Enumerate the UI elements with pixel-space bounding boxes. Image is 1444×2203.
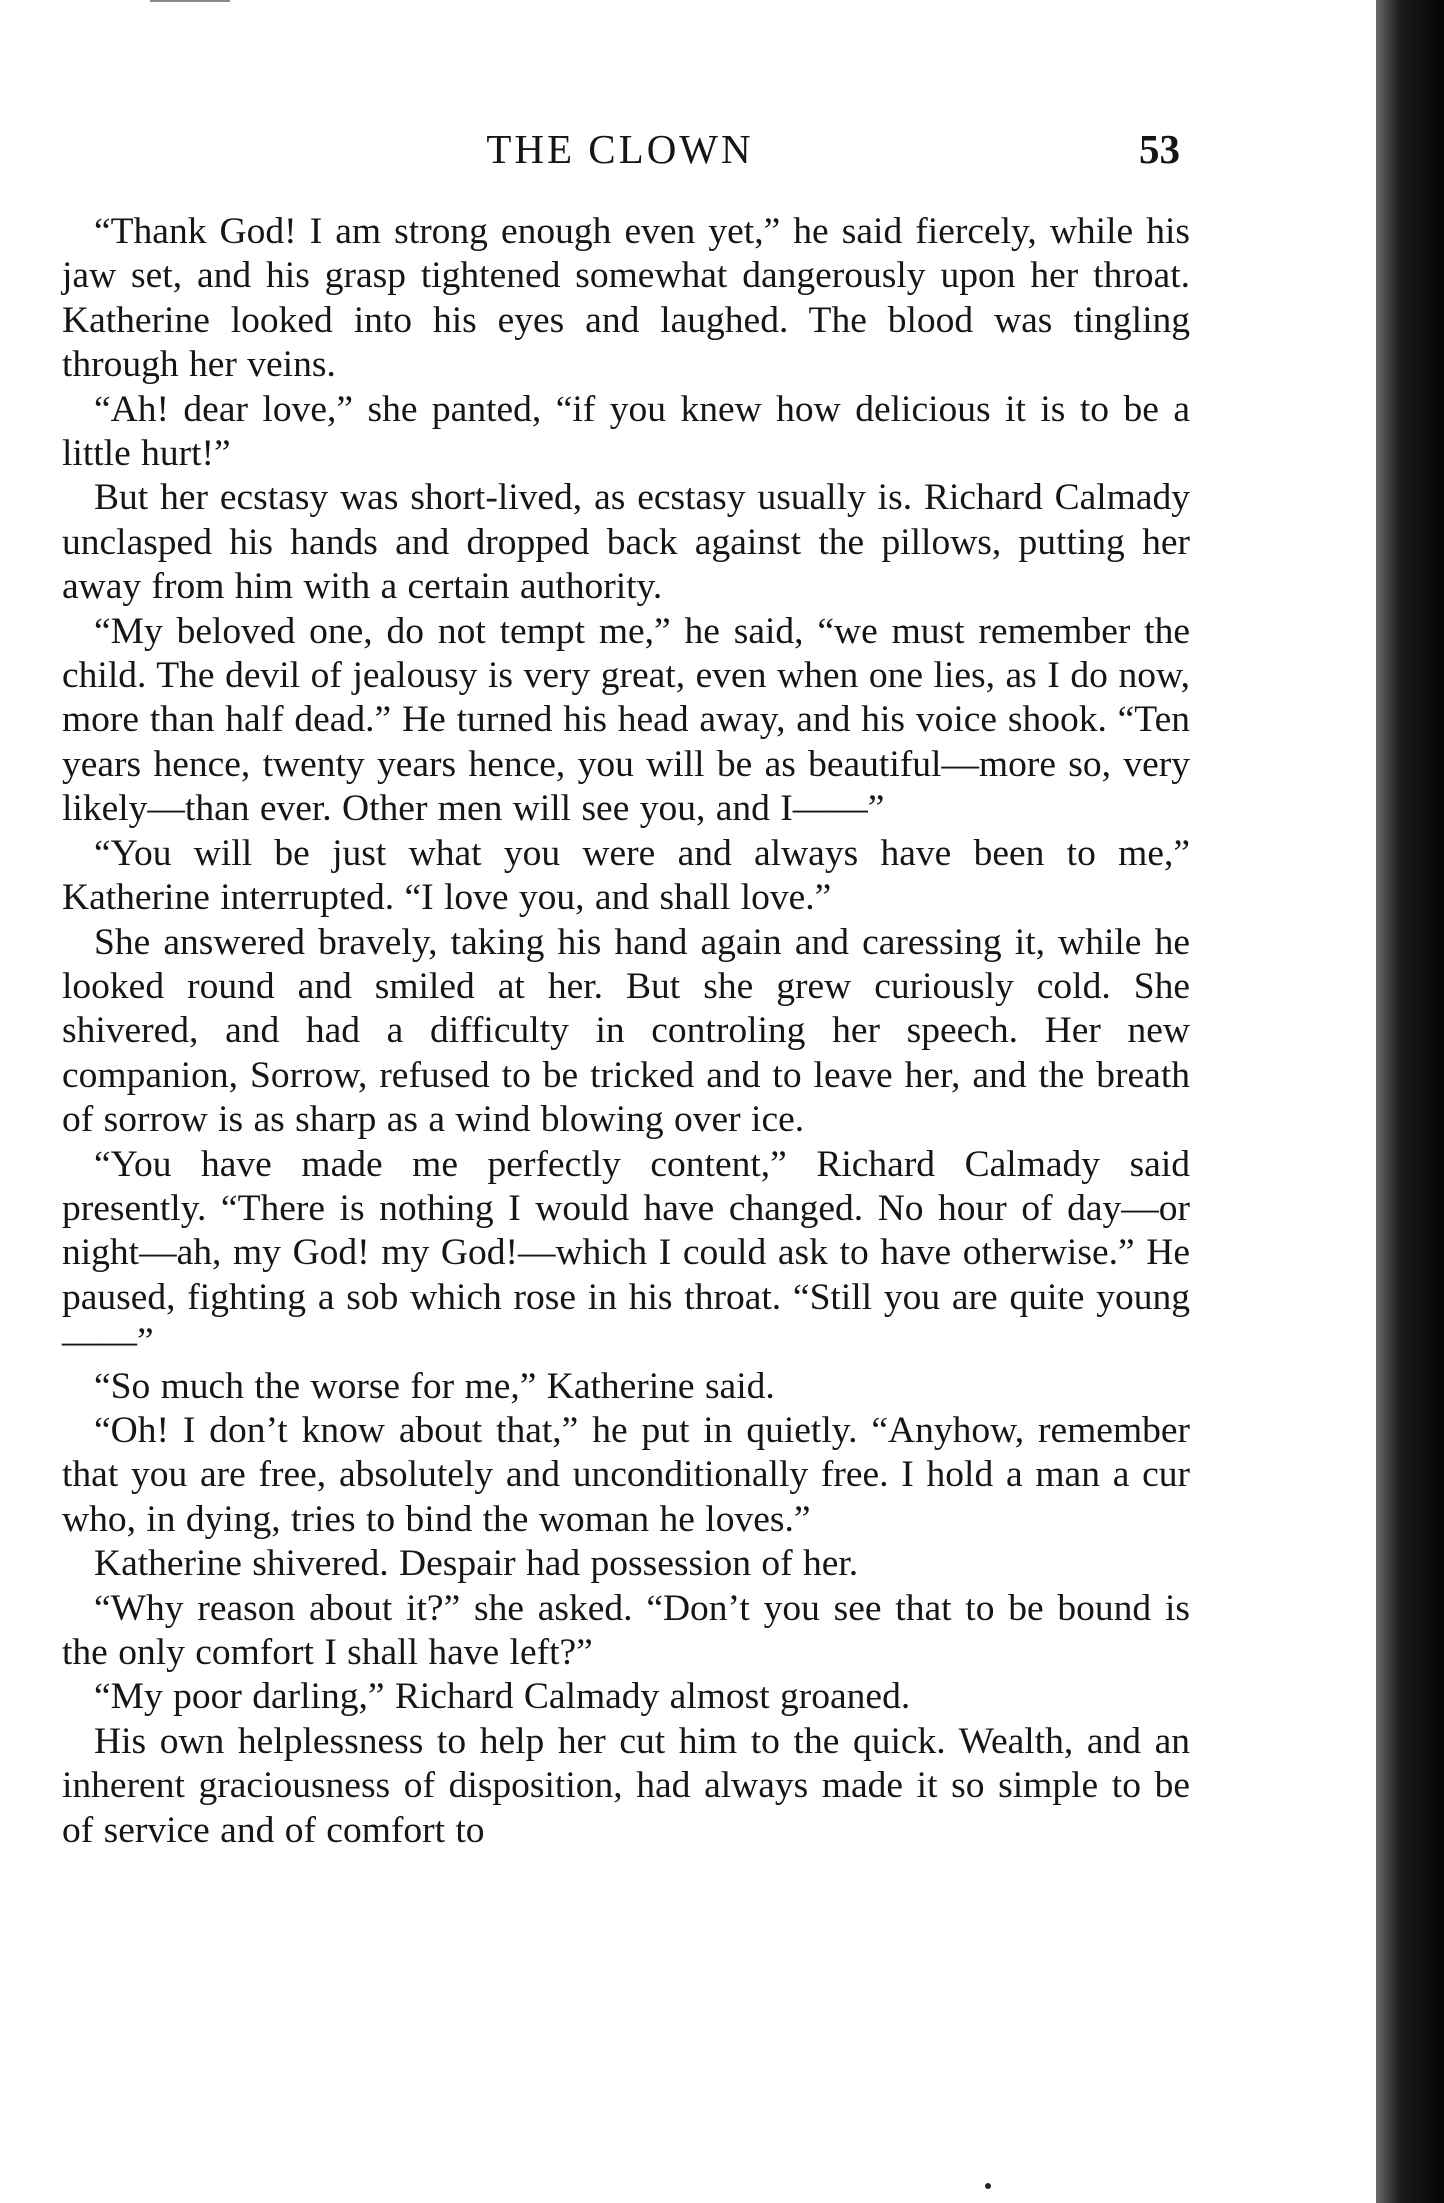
paragraph: But her ecstasy was short-lived, as ecstasy usually is. Richard Calmady unclasped his hands and dropped back against the pillows, putting her away from him with a certain authority.	[62, 477, 1190, 608]
paragraph: Katherine shivered. Despair had possession of her.	[94, 1543, 859, 1585]
ink-speck	[985, 2183, 991, 2189]
paragraph: “You have made me perfectly content,” Richard Calmady said presently. “There is nothing I would have changed. No hour of day—or night—ah, my God! my God!—which I could ask to have otherwise.” He paused, fighting a sob which rose in his throat. “Still you are quite young——”	[62, 1143, 1190, 1363]
paragraph: “Oh! I don’t know about that,” he put in quietly. “Anyhow, remember that you are free, absolutely and unconditionally free. I hold a man a cur who, in dying, tries to bind the woman he loves.”	[62, 1409, 1190, 1540]
paragraph: “Ah! dear love,” she panted, “if you knew how delicious it is to be a little hurt!”	[62, 388, 1190, 475]
paragraph: “My beloved one, do not tempt me,” he said, “we must remember the child. The devil of jealousy is very great, even when one lies, as I do now, more than half dead.” He turned his head away, and his voice shook. “Ten years hence, twenty years hence, you will be as beautiful—more so, very likely—than ever. Other men will see you, and I——”	[62, 610, 1190, 830]
paragraph: “You will be just what you were and always have been to me,” Katherine interrupted. “I love you, and shall love.”	[62, 832, 1190, 919]
running-head	[60, 124, 1180, 174]
top-rule	[150, 0, 230, 2]
paragraph: “Why reason about it?” she asked. “Don’t you see that to be bound is the only comfort I shall have left?”	[62, 1587, 1190, 1673]
paragraph: “My poor darling,” Richard Calmady almost groaned.	[94, 1676, 911, 1718]
page-number: 53	[1139, 126, 1180, 172]
body-text	[62, 210, 1190, 1853]
page-edge-shadow	[1376, 0, 1444, 2203]
paragraph: “Thank God! I am strong enough even yet,” he said fiercely, while his jaw set, and his grasp tightened somewhat dangerously upon her throat. Katherine looked into his eyes and laughed. The blood was tingling through her veins.	[62, 211, 1190, 386]
paragraph: “So much the worse for me,” Katherine said.	[94, 1365, 775, 1407]
paragraph: She answered bravely, taking his hand again and caressing it, while he looked round and smiled at her. But she grew curiously cold. She shivered, and had a difficulty in controling her speech. Her new companion, Sorrow, refused to be tricked and to leave her, and the breath of sorrow is as sharp as a wind blowing over ice.	[62, 921, 1190, 1141]
paragraph: His own helplessness to help her cut him to the quick. Wealth, and an inherent graciousness of disposition, had always made it so simple to be of service and of comfort to	[62, 1720, 1190, 1851]
running-title: THE CLOWN	[486, 126, 754, 172]
